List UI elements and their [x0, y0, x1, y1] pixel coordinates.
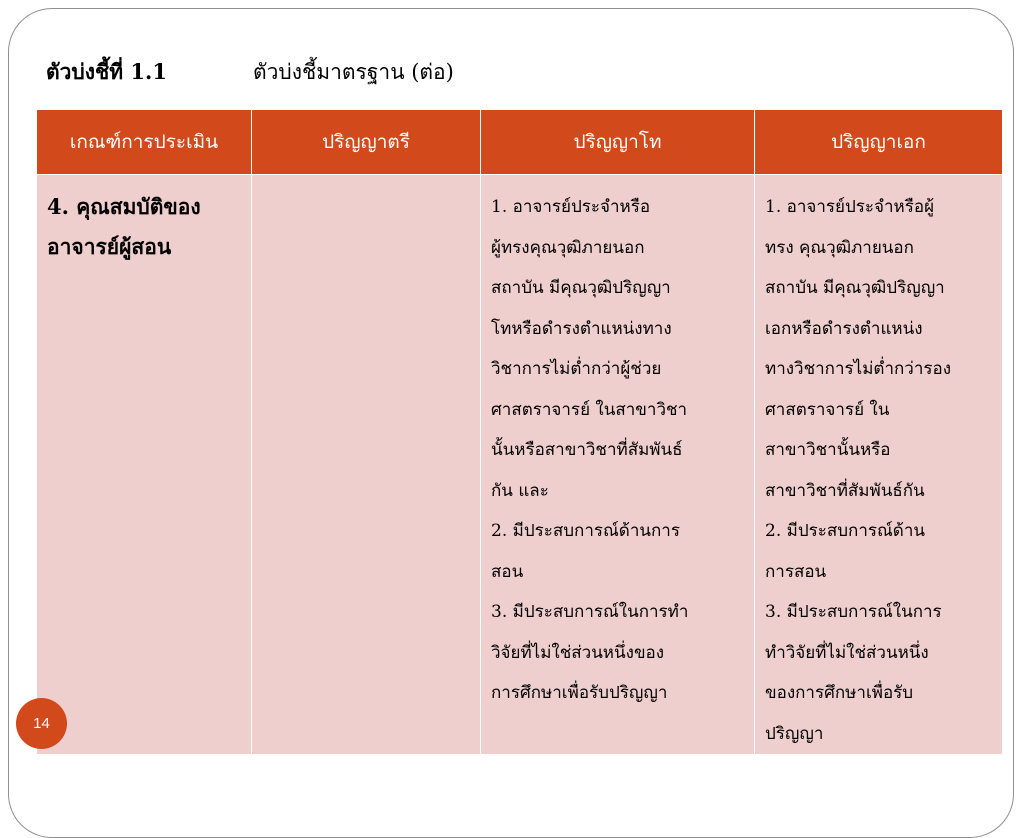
table-header-row [37, 110, 1003, 175]
requirement-line: วิจัยที่ไม่ใช่ส่วนหนึ่งของ [491, 642, 665, 663]
requirement-line: การศึกษาเพื่อรับปริญญา [491, 683, 668, 703]
requirement-line: เอกหรือดำรงตำแหน่ง [765, 318, 923, 339]
indicator-title: ตัวบ่งชี้มาตรฐาน (ต่อ) [253, 60, 454, 84]
requirement-line: สถาบัน มีคุณวุฒิปริญญา [491, 278, 671, 298]
header-bachelor: ปริญญาตรี [252, 110, 481, 175]
requirement-line: สาขาวิชาที่สัมพันธ์กัน [765, 480, 925, 501]
indicator-label: ตัวบ่งชี้ที่ 1.1 [46, 59, 167, 84]
requirement-line: สาขาวิชานั้นหรือ [765, 440, 891, 460]
requirement-line: ทรง คุณวุฒิภายนอก [765, 237, 914, 258]
criteria-line: อาจารย์ผู้สอน [47, 234, 172, 259]
requirement-line: โทหรือดำรงตำแหน่งทาง [491, 318, 672, 339]
page-number: 14 [33, 715, 50, 732]
criteria-cell [37, 175, 252, 755]
requirement-line: สอน [491, 561, 524, 582]
criteria-line: 4. คุณสมบัติของ [47, 194, 201, 219]
requirement-line: ทำวิจัยที่ไม่ใช่ส่วนหนึ่ง [765, 642, 929, 663]
standards-table [36, 110, 1003, 755]
header-doctoral: ปริญญาเอก [755, 110, 1003, 175]
requirement-line: กัน และ [491, 480, 549, 501]
table-row [37, 175, 1003, 755]
requirement-line: 3. มีประสบการณ์ในการทำ [491, 602, 689, 622]
requirement-line: 2. มีประสบการณ์ด้านการ [491, 521, 680, 541]
header-master: ปริญญาโท [481, 110, 755, 175]
requirement-line: 1. อาจารย์ประจำหรือผู้ [765, 197, 935, 217]
requirement-line: ผู้ทรงคุณวุฒิภายนอก [491, 237, 645, 258]
requirement-line: ของการศึกษาเพื่อรับ [765, 683, 914, 703]
master-cell [481, 175, 755, 755]
requirement-line: 2. มีประสบการณ์ด้าน [765, 521, 925, 541]
requirement-line: 1. อาจารย์ประจำหรือ [491, 197, 651, 217]
requirement-line: สถาบัน มีคุณวุฒิปริญญา [765, 278, 945, 298]
page-number-badge [16, 698, 67, 749]
requirement-line: 3. มีประสบการณ์ในการ [765, 602, 942, 622]
requirement-line: นั้นหรือสาขาวิชาที่สัมพันธ์ [491, 440, 683, 460]
slide-heading [46, 56, 454, 92]
bachelor-cell [252, 175, 481, 755]
header-criteria: เกณฑ์การประเมิน [37, 110, 252, 175]
requirement-line: การสอน [765, 561, 827, 582]
doctoral-cell [755, 175, 1003, 755]
requirement-line: ปริญญา [765, 723, 824, 744]
requirement-line: ทางวิชาการไม่ต่ำกว่ารอง [765, 359, 952, 379]
requirement-line: ศาสตราจารย์ ในสาขาวิชา [491, 399, 688, 420]
requirement-line: ศาสตราจารย์ ใน [765, 399, 890, 420]
requirement-line: วิชาการไม่ต่ำกว่าผู้ช่วย [491, 359, 662, 379]
